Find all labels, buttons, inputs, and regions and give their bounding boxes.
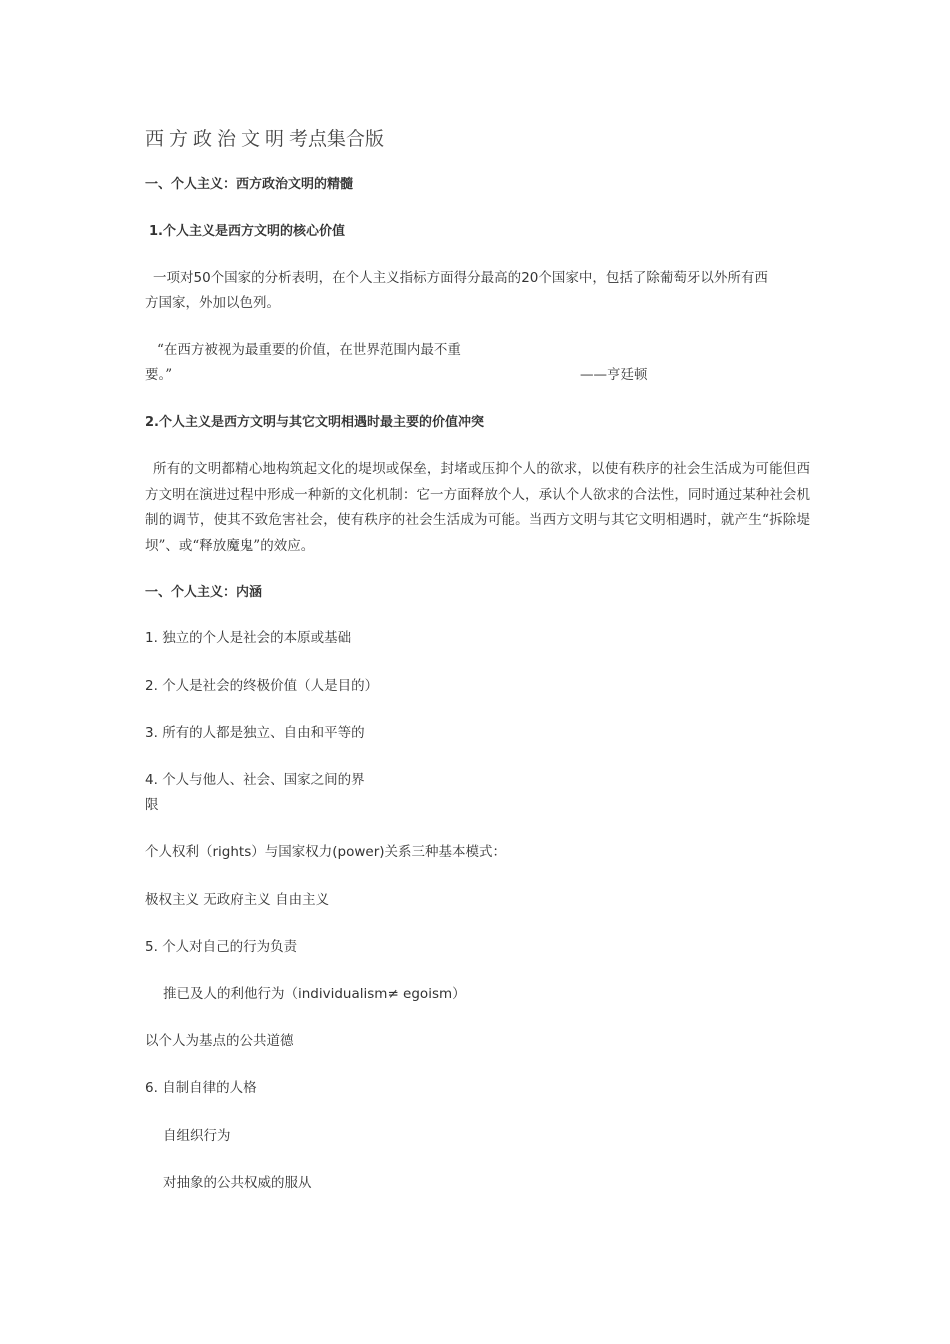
subheading-1-1: 1.个人主义是西方文明的核心价值 — [149, 224, 345, 239]
rights-power-line: 个人权利（rights）与国家权力(power)关系三种基本模式： — [145, 844, 507, 860]
quote-line-2: 要。” — [145, 367, 173, 383]
list-item-1: 1. 独立的个人是社会的本原或基础 — [145, 630, 352, 646]
quote-line-1: “在西方被视为最重要的价值，在世界范围内最不重 — [157, 342, 461, 358]
modes-line: 极权主义 无政府主义 自由主义 — [145, 892, 330, 908]
quote-author: ——亨廷顿 — [580, 367, 648, 383]
list-item-3: 3. 所有的人都是独立、自由和平等的 — [145, 725, 365, 741]
paragraph-1-line-1: 一项对50个国家的分析表明，在个人主义指标方面得分最高的20个国家中，包括了除葡萄牙以外所有西 — [153, 270, 768, 286]
list-item-2: 2. 个人是社会的终极价值（人是目的） — [145, 678, 379, 694]
list-item-6: 6. 自制自律的人格 — [145, 1080, 257, 1096]
section-heading-1: 一、个人主义：西方政治文明的精髓 — [145, 177, 354, 192]
obedience-line: 对抽象的公共权威的服从 — [163, 1175, 312, 1191]
paragraph-2: 所有的文明都精心地构筑起文化的堤坝或保垒，封堵或压抑个人的欲求，以使有秩序的社会生活成为可能但西方文明在演进过程中形成一种新的文化机制：它一方面释放个人，承认个人欲求的合法性，同时通过某种社会机制的调节，使其不致危害社会，使有秩序的社会生活成为可能。当西方文明与其它文明相遇时，就产生“拆除堤坝”、或“释放魔鬼”的效应。 — [145, 461, 810, 554]
self-organization-line: 自组织行为 — [163, 1128, 231, 1144]
list-item-4-wrap: 限 — [145, 797, 159, 813]
list-item-4: 4. 个人与他人、社会、国家之间的界 — [145, 772, 365, 788]
document-title: 西方政治文明考点集合版 — [145, 128, 385, 150]
section-heading-2: 一、个人主义：内涵 — [145, 585, 263, 600]
list-item-5: 5. 个人对自己的行为负责 — [145, 939, 298, 955]
public-morality-line: 以个人为基点的公共道德 — [145, 1033, 294, 1049]
altruism-line: 推已及人的利他行为（individualism≠ egoism） — [163, 986, 466, 1002]
subheading-1-2: 2.个人主义是西方文明与其它文明相遇时最主要的价值冲突 — [145, 415, 484, 430]
paragraph-1-line-2: 方国家，外加以色列。 — [145, 295, 280, 311]
